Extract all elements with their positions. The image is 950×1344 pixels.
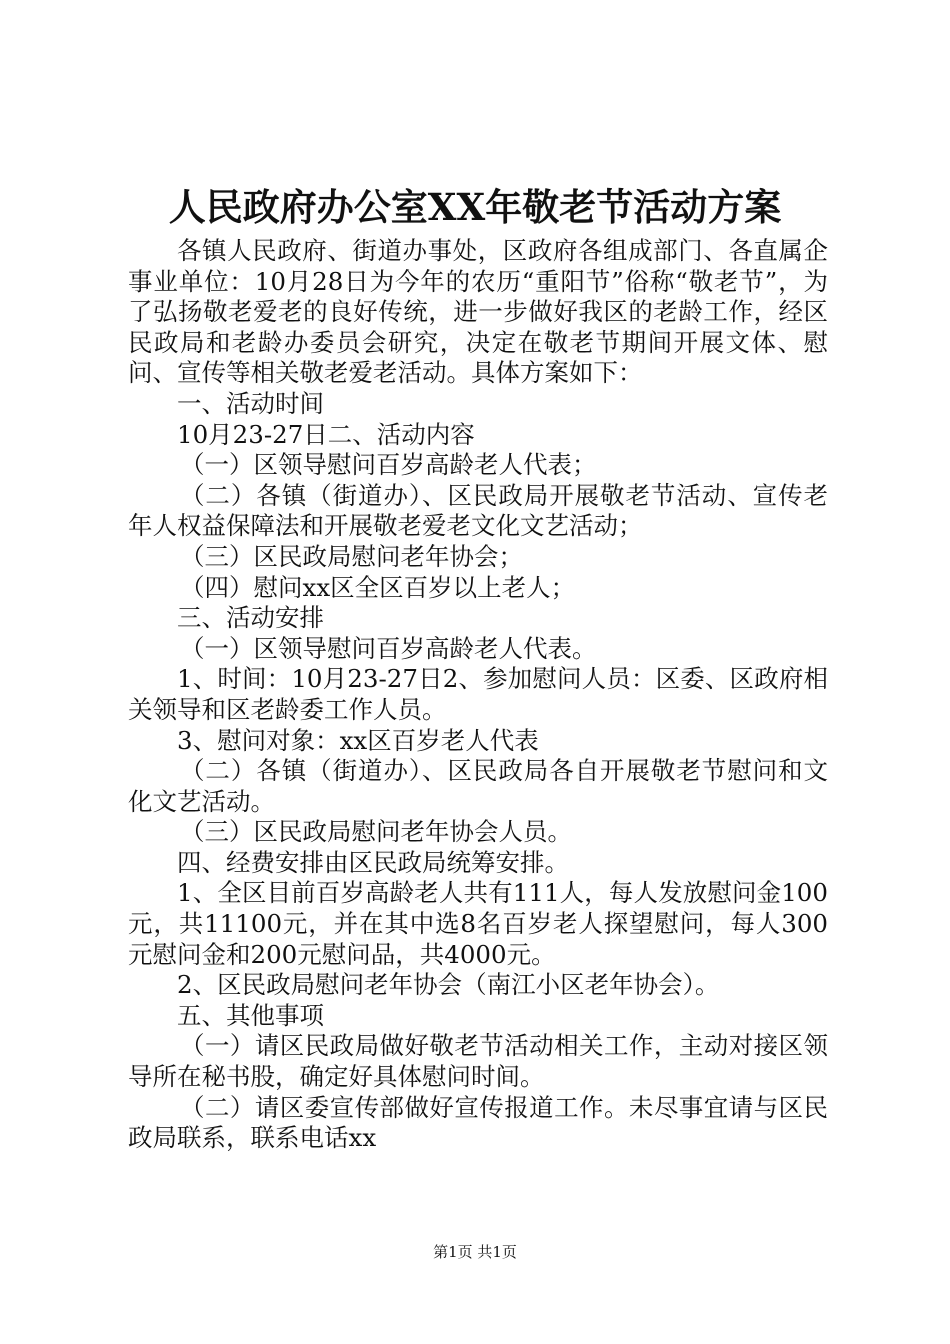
paragraph-arrangement-3: （三）区民政局慰问老年协会人员。: [180, 817, 572, 847]
paragraph-funding-1: 1、全区目前百岁高龄老人共有111人，每人发放慰问金100元，共11100元，并在其中选8名百岁老人探望慰问，每人300元慰问金和200元慰问品，共4000元。: [128, 878, 828, 969]
paragraph-funding-2: 2、区民政局慰问老年协会（南江小区老年协会）。: [177, 970, 720, 1000]
paragraph-other-1: （一）请区民政局做好敬老节活动相关工作，主动对接区领导所在秘书股，确定好具体慰问时间。: [128, 1031, 828, 1092]
paragraph-content-3: （三）区民政局慰问老年协会；: [180, 541, 523, 571]
paragraph-arrangement-2: （二）各镇（街道办）、区民政局各自开展敬老节慰问和文化文艺活动。: [128, 756, 828, 816]
heading-other-matters: 五、其他事项: [177, 1000, 324, 1030]
paragraph-arrangement-target: 3、慰问对象：xx区百岁老人代表: [177, 725, 539, 755]
heading-funding: 四、经费安排由区民政局统筹安排。: [177, 847, 569, 877]
paragraph-arrangement-time: 1、时间：10月23-27日2、参加慰问人员：区委、区政府相关领导和区老龄委工作人员。: [128, 664, 828, 724]
paragraph-time-and-content: 10月23-27日二、活动内容: [177, 419, 475, 449]
page-footer: 第1页 共1页: [433, 1243, 517, 1261]
paragraph-content-1: （一）区领导慰问百岁高龄老人代表；: [180, 450, 597, 480]
heading-activity-time: 一、活动时间: [177, 388, 324, 418]
document-title: 人民政府办公室XX年敬老节活动方案: [168, 185, 782, 229]
document-body: [128, 236, 828, 1154]
paragraph-content-4: （四）慰问xx区全区百岁以上老人；: [180, 572, 576, 602]
paragraph-intro: 各镇人民政府、街道办事处，区政府各组成部门、各直属企事业单位：10月28日为今年的农历“重阳节”俗称“敬老节”，为了弘扬敬老爱老的良好传统，进一步做好我区的老龄工作，经区民政局和老龄办委员会研究，决定在敬老节期间开展文体、慰问、宣传等相关敬老爱老活动。具体方案如下：: [128, 236, 828, 388]
paragraph-other-2: （二）请区委宣传部做好宣传报道工作。未尽事宜请与区民政局联系，联系电话xx: [128, 1092, 828, 1153]
paragraph-arrangement-1: （一）区领导慰问百岁高龄老人代表。: [180, 633, 597, 663]
heading-activity-arrangement: 三、活动安排: [177, 603, 324, 633]
paragraph-content-2: （二）各镇（街道办）、区民政局开展敬老节活动、宣传老年人权益保障法和开展敬老爱老文化文艺活动；: [128, 480, 828, 541]
